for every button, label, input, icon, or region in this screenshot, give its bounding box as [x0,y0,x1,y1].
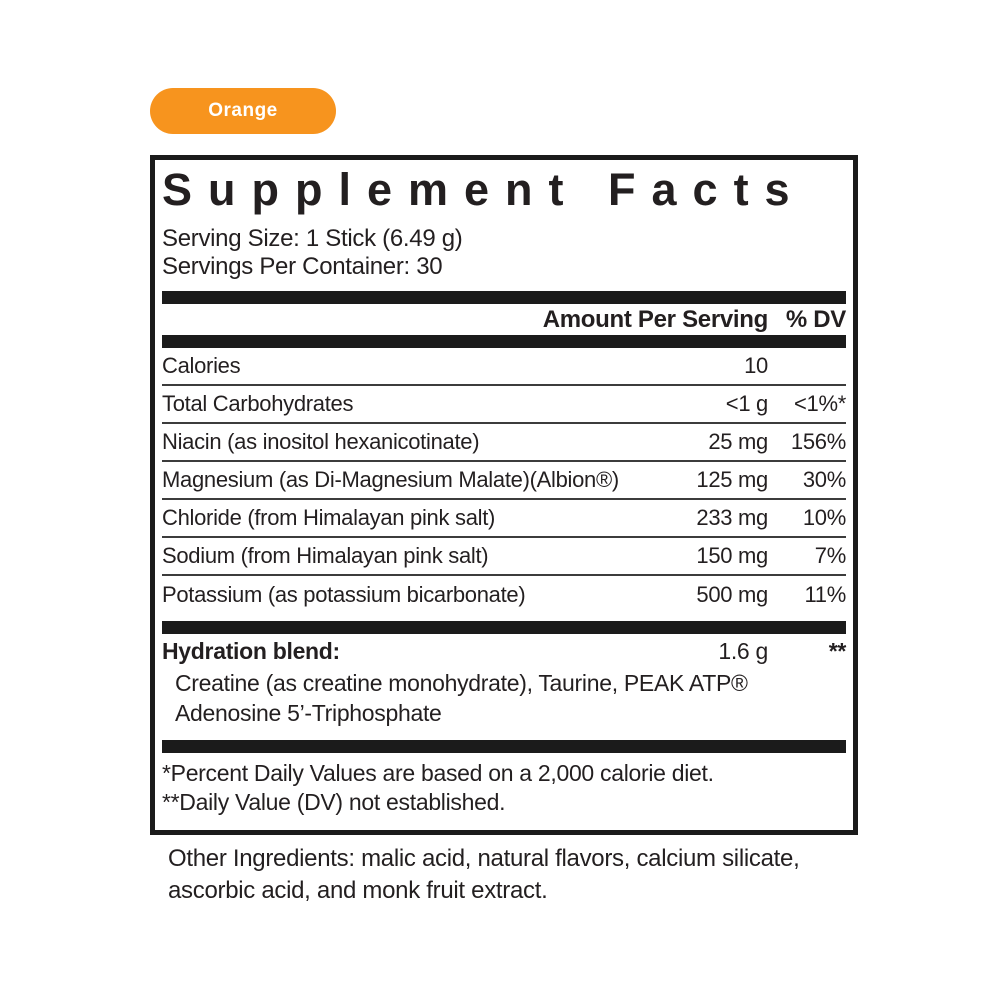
other-ingredients [168,843,828,906]
nutrient-dv: 30% [802,467,846,493]
nutrient-name: Chloride (from Himalayan pink salt) [162,505,496,531]
divider-bar-top [162,291,846,304]
table-row-chloride [162,500,846,538]
hydration-blend-row [162,634,846,669]
blend-amount: 1.6 g [718,638,768,665]
blend-ingredients-line1: Creatine (as creatine monohydrate), Taurine, PEAK ATP® [175,670,748,697]
nutrient-amount: 25 mg [708,429,768,455]
footnote-percent-dv: *Percent Daily Values are based on a 2,000 calorie diet. [162,760,714,787]
table-row-total-carbohydrates [162,386,846,424]
blend-ingredients [162,669,846,728]
nutrient-table [162,348,846,614]
serving-size: Serving Size: 1 Stick (6.49 g) [162,224,463,252]
blend-dv: ** [828,638,846,665]
footnotes [162,759,846,817]
nutrient-dv: 156% [790,429,846,455]
table-row-potassium [162,576,846,614]
nutrient-name: Magnesium (as Di-Magnesium Malate)(Albion®) [162,467,619,493]
nutrient-name: Sodium (from Himalayan pink salt) [162,543,489,569]
nutrient-amount: 150 mg [696,543,768,569]
column-header-amount: Amount Per Serving [542,305,768,333]
nutrient-amount: 233 mg [696,505,768,531]
flavor-badge-orange[interactable] [150,88,336,134]
other-ingredients-line1: Other Ingredients: malic acid, natural flavors, calcium silicate, [168,845,800,872]
table-row-niacin [162,424,846,462]
nutrient-amount: 125 mg [696,467,768,493]
supplement-facts-panel [150,155,858,835]
flavor-badge-label: Orange [208,100,278,121]
blend-name: Hydration blend: [162,638,340,665]
nutrient-name: Calories [162,353,241,379]
divider-bar-bottom [162,740,846,753]
nutrient-dv: <1%* [793,391,846,417]
column-header-row [162,304,846,335]
divider-bar-header [162,335,846,348]
divider-bar-blend-top [162,621,846,634]
table-row-calories [162,348,846,386]
blend-ingredients-line2: Adenosine 5’-Triphosphate [175,699,442,726]
nutrient-amount: <1 g [725,391,768,417]
panel-title: Supplement Facts [162,164,806,215]
column-header-dv: % DV [785,305,846,333]
nutrient-amount: 500 mg [696,582,768,608]
nutrient-name: Potassium (as potassium bicarbonate) [162,582,526,608]
servings-per-container: Servings Per Container: 30 [162,253,443,281]
nutrient-name: Niacin (as inositol hexanicotinate) [162,429,480,455]
nutrient-name: Total Carbohydrates [162,391,354,417]
table-row-sodium [162,538,846,576]
serving-info [162,225,846,282]
nutrient-dv: 7% [814,543,846,569]
other-ingredients-line2: ascorbic acid, and monk fruit extract. [168,876,548,904]
nutrient-amount: 10 [744,353,768,379]
footnote-dv-not-established: **Daily Value (DV) not established. [162,789,506,815]
nutrient-dv: 10% [802,505,846,531]
nutrient-dv: 11% [804,582,846,608]
table-row-magnesium [162,462,846,500]
